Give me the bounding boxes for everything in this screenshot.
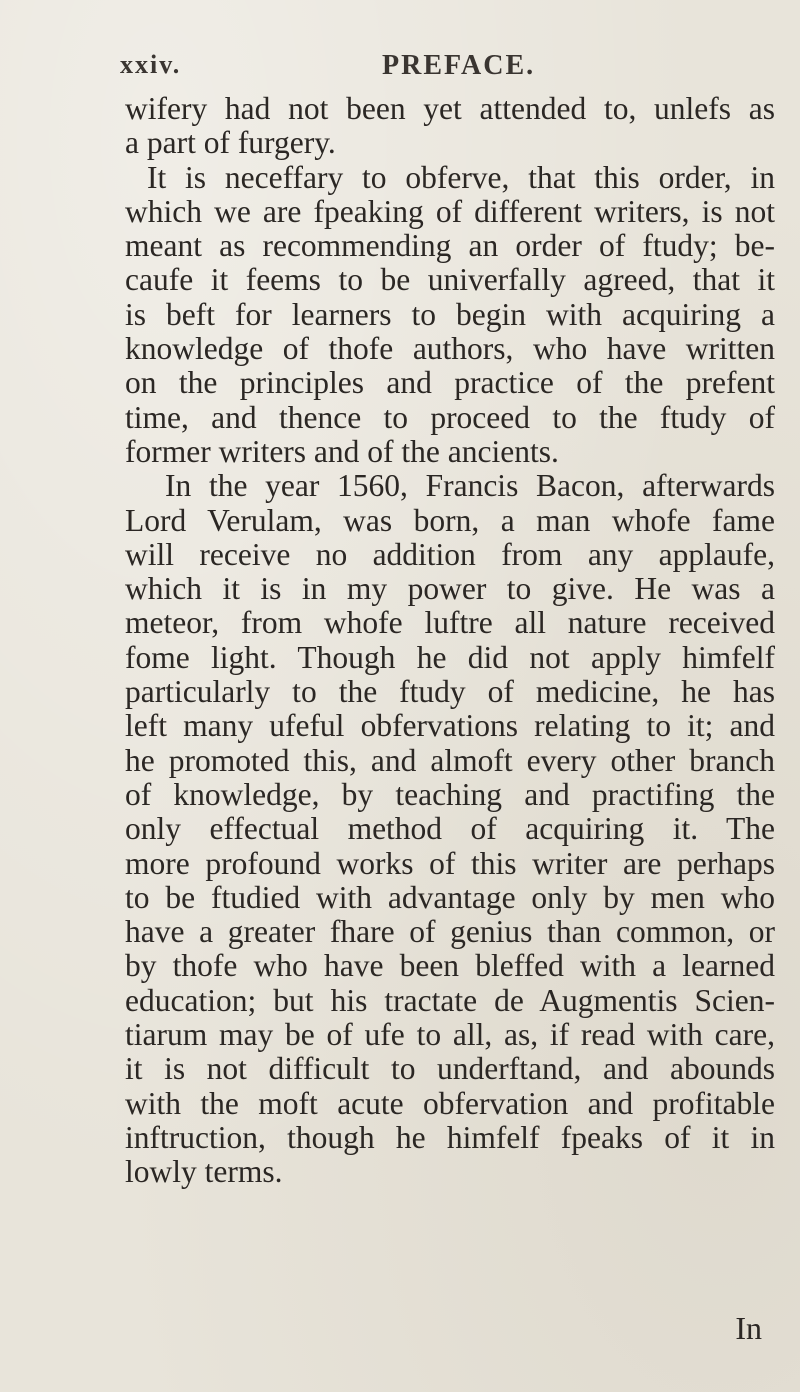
text-line: tiarum may be of ufe to all, as, if read with care, [125, 1017, 775, 1053]
text-line: caufe it feems to be univerfally agreed, that it [125, 262, 775, 298]
text-line: fome light. Though he did not apply himfelf [125, 639, 775, 675]
running-head: PREFACE. [382, 50, 536, 81]
text-line: on the principles and practice of the prefent [125, 365, 775, 401]
text-line: a part of furgery. [125, 125, 336, 161]
text-line: with the moft acute obfervation and profitable [125, 1085, 775, 1121]
text-line: of knowledge, by teaching and practifing the [125, 776, 775, 812]
text-line: Lord Verulam, was born, a man whofe fame [125, 502, 775, 538]
text-line: to be ftudied with advantage only by men who [125, 879, 775, 915]
text-line: meant as recommending an order of ftudy; be- [125, 228, 775, 264]
text-line: wifery had not been yet attended to, unlefs as [125, 91, 775, 126]
page-header [120, 50, 760, 90]
text-line: It is neceffary to obferve, that this order, in [147, 159, 775, 195]
text-line: which it is in my power to give. He was a [125, 571, 775, 607]
text-line: which we are fpeaking of different writers, is not [125, 193, 775, 229]
text-line: knowledge of thofe authors, who have written [125, 331, 775, 367]
text-line: left many ufeful obfervations relating to it; and [125, 708, 775, 744]
text-line: it is not difficult to underftand, and abounds [125, 1051, 775, 1087]
body-text [125, 92, 775, 1190]
text-line: have a greater fhare of genius than common, or [125, 914, 775, 950]
text-line: by thofe who have been bleffed with a learned [125, 948, 775, 984]
catchword: In [735, 1310, 762, 1346]
text-line: In the year 1560, Francis Bacon, afterwards [165, 468, 775, 504]
text-line: particularly to the ftudy of medicine, he has [125, 674, 775, 710]
text-line: lowly terms. [125, 1154, 283, 1190]
text-line: he promoted this, and almoft every other branch [125, 742, 775, 778]
text-line: inftruction, though he himfelf fpeaks of it in [125, 1119, 775, 1155]
text-line: more profound works of this writer are perhaps [125, 845, 775, 881]
text-line: will receive no addition from any applaufe, [125, 536, 775, 572]
text-line: education; but his tractate de Augmentis Scien- [125, 982, 775, 1018]
text-line: only effectual method of acquiring it. The [125, 811, 775, 847]
page-number: xxiv. [120, 50, 182, 79]
text-line: meteor, from whofe luftre all nature received [125, 605, 775, 641]
text-line: is beft for learners to begin with acquiring a [125, 296, 775, 332]
text-line: former writers and of the ancients. [125, 433, 559, 469]
text-line: time, and thence to proceed to the ftudy of [125, 399, 775, 435]
